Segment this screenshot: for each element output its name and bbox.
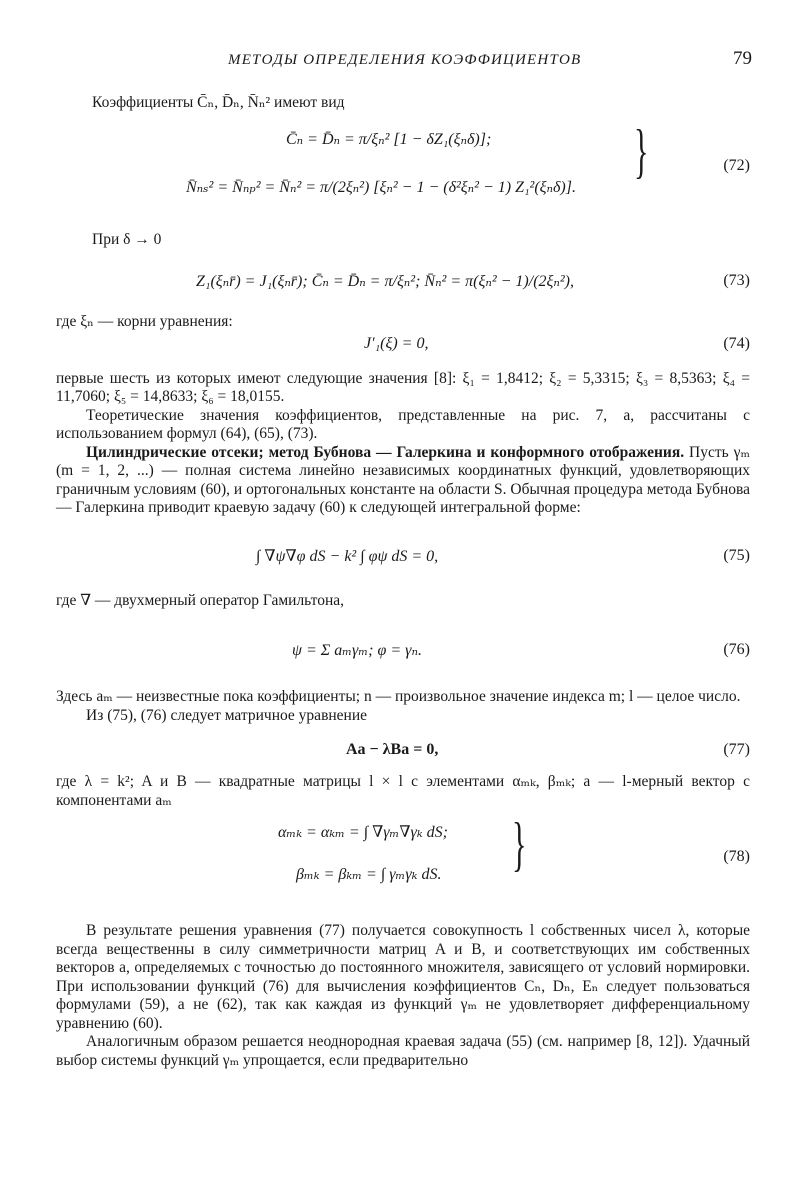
- equation-75-row: [56, 530, 750, 582]
- equation-74-row: [56, 332, 750, 356]
- equation-76-row: [56, 618, 750, 682]
- section-heading: Цилиндрические отсеки; метод Бубнова — Галеркина и конформного отображения.: [86, 443, 685, 461]
- running-title: МЕТОДЫ ОПРЕДЕЛЕНИЯ КОЭФФИЦИЕНТОВ: [228, 52, 582, 68]
- result-paragraph: В результате решения уравнения (77) получается совокупность l собственных чисел λ, которые всегда вещественны в силу симметричности матриц A и B, и соответствующих им собственных векторов a, определяемых с точностью до постоянного множителя, зависящего от условий нормировки. При использовании функций (76) для вычисления коэффициентов Cₙ, Dₙ, Eₙ следует пользоваться формулами (59), а не (62), так как каждая из функций γₘ не удовлетворяет дифференциальному уравнению (60).: [56, 922, 750, 1032]
- equation-78-line-1: αₘₖ = αₖₘ = ∫ ∇γₘ∇γₖ dS;: [278, 824, 448, 841]
- equation-number-75: (75): [723, 546, 750, 564]
- equation-number-78: (78): [723, 848, 750, 865]
- limit-condition: При δ → 0: [92, 230, 162, 248]
- equation-number-74: (74): [723, 334, 750, 352]
- coefficients-am-text: Здесь aₘ — неизвестные пока коэффициенты; n — произвольное значение индекса m; l — целое число.: [56, 688, 741, 705]
- section-body: Пусть γₘ (m = 1, 2, ...) — полная система линейно независимых координатных функций, удовлетворяющих граничным условиям (60), и ортогональных константе на области S. Обычная процедура метода Бубнова — Галеркина приводит краевую задачу (60) к следующей интегральной форме:: [56, 443, 750, 516]
- page-content: [56, 90, 750, 1070]
- matrix-equation-intro: Из (75), (76) следует матричное уравнение: [86, 706, 368, 724]
- matrix-definition-text: где λ = k²; A и B — квадратные матрицы l × l с элементами αₘₖ, βₘₖ; a — l-мерный вектор с компонентами aₘ: [56, 773, 750, 809]
- roots-intro: где ξₙ — корни уравнения:: [56, 313, 233, 330]
- equation-number-72: (72): [723, 156, 750, 174]
- right-brace-78: }: [512, 811, 527, 877]
- equation-76: ψ = Σ aₘγₘ; φ = γₙ.: [292, 642, 422, 659]
- equation-72-system: [56, 117, 750, 217]
- equation-75: ∫ ∇ψ∇φ dS − k² ∫ φψ dS = 0,: [256, 547, 439, 565]
- equation-78-system: [56, 811, 750, 910]
- equation-72-line-1: C̄ₙ = D̄ₙ = π/ξₙ² [1 − δZ₁(ξₙδ)];: [286, 130, 492, 148]
- equation-77-row: [56, 733, 750, 767]
- theory-paragraph: Теоретические значения коэффициентов, представленные на рис. 7, а, рассчитаны с использованием формул (64), (65), (73).: [56, 406, 750, 442]
- roots-values: первые шесть из которых имеют следующие значения [8]: ξ₁ = 1,8412; ξ₂ = 5,3315; ξ₃ = 8,5363; ξ₄ = 11,7060; ξ₅ = 14,8633; ξ₆ = 18,0155.: [56, 369, 750, 405]
- hamilton-operator-text: где ∇ — двухмерный оператор Гамильтона,: [56, 591, 345, 609]
- equation-73: Z₁(ξₙr̄) = J₁(ξₙr̄); C̄ₙ = D̄ₙ = π/ξₙ²; N̄ₙ² = π(ξₙ² − 1)/(2ξₙ²),: [196, 273, 574, 290]
- equation-number-76: (76): [723, 641, 750, 658]
- section-paragraph: [56, 444, 750, 518]
- page-number: 79: [733, 48, 752, 69]
- closing-paragraph: Аналогичным образом решается неоднородная краевая задача (55) (см. например [8, 12]). Удачный выбор системы функций γₘ упрощается, если предварительно: [56, 1033, 750, 1069]
- equation-74: J′₁(ξ) = 0,: [364, 334, 429, 352]
- equation-72-line-2: N̄ₙₛ² = N̄ₙₚ² = N̄ₙ² = π/(2ξₙ²) [ξₙ² − 1 − (δ²ξₙ² − 1) Z₁²(ξₙδ)].: [186, 178, 576, 196]
- equation-73-row: [56, 259, 750, 303]
- equation-number-77: (77): [723, 741, 750, 758]
- right-brace: }: [634, 117, 649, 184]
- equation-number-73: (73): [723, 272, 750, 289]
- coefficients-intro: Коэффициенты C̄ₙ, D̄ₙ, N̄ₙ² имеют вид: [92, 94, 345, 111]
- equation-77: Aa − λBa = 0,: [346, 741, 439, 758]
- equation-78-line-2: βₘₖ = βₖₘ = ∫ γₘγₖ dS.: [296, 866, 442, 883]
- page-header: [88, 48, 752, 72]
